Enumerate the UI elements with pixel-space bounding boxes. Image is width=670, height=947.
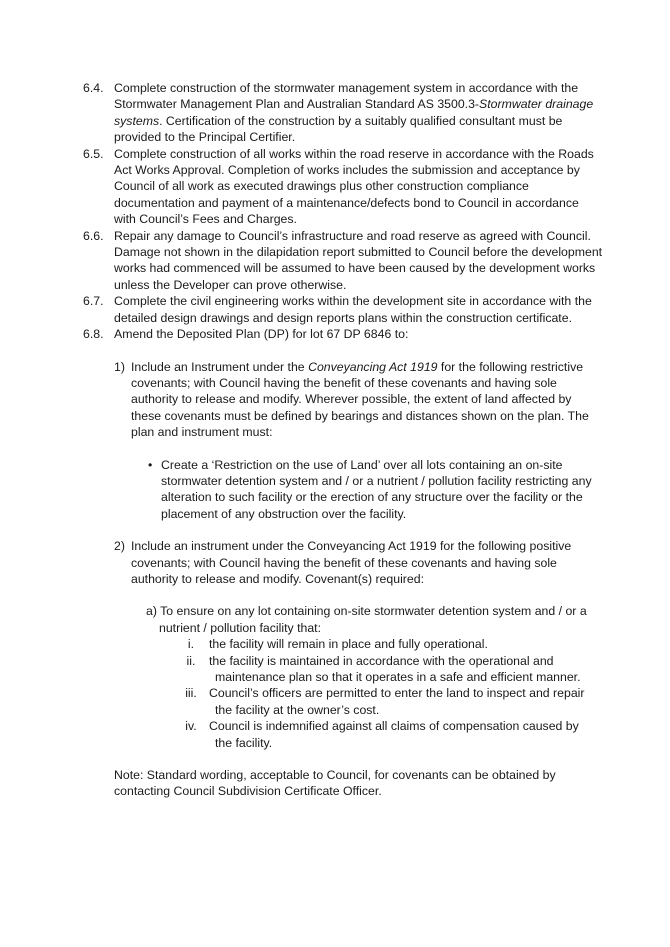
sublist-text <box>131 359 603 441</box>
sublist-text-part: for the following restrictive covenants; with Council having the benefit of these covenants and having sole authority to release and modify. Wherever possible, the extent of land affected by these covenants must be defined by bearings and distances shown on the plan. The plan and instrument must: <box>131 359 589 440</box>
roman-text-continuation: the facility. <box>215 735 273 750</box>
roman-marker: ii. <box>186 653 196 668</box>
bullet-icon: • <box>148 457 153 472</box>
condition-text: Complete the civil engineering works within the development site in accordance with the detailed design drawings and design reports plans within the construction certificate. <box>114 294 592 325</box>
bullet-item <box>148 457 603 523</box>
roman-text: the facility is maintained in accordance with the operational and <box>209 653 554 668</box>
alpha-item-a <box>131 603 603 751</box>
condition-text-part: . Certification of the construction by a suitably qualified consultant must be provided to the Principal Certifier. <box>114 113 563 145</box>
condition-number: 6.8. <box>83 327 104 342</box>
roman-marker: i. <box>187 637 195 652</box>
sublist-item-2 <box>114 538 603 751</box>
standard-title: Stormwater drainage systems <box>114 97 594 128</box>
condition-number: 6.6. <box>83 228 104 243</box>
condition-number: 6.7. <box>83 294 104 309</box>
roman-item-i <box>178 636 603 652</box>
condition-text <box>114 80 603 146</box>
roman-text-continuation: the facility at the owner’s cost. <box>215 702 380 717</box>
amendment-sublist <box>114 359 603 800</box>
sublist-item-1 <box>114 359 603 523</box>
roman-marker: iv. <box>185 719 197 734</box>
note-paragraph: Note: Standard wording, acceptable to Council, for covenants can be obtained by contacting Council Subdivision Certificate Officer. <box>114 768 556 799</box>
sublist-text-part: Include an Instrument under the <box>131 359 309 374</box>
condition-6-5 <box>83 146 603 228</box>
roman-list <box>178 636 603 751</box>
condition-6-4 <box>83 80 603 146</box>
condition-text: Amend the Deposited Plan (DP) for lot 67 DP 6846 to: <box>114 327 409 342</box>
roman-item-iv <box>178 718 603 751</box>
condition-text: Complete construction of all works within the road reserve in accordance with the Roads Act Works Approval. Completion of works includes the submission and acceptance by Council of all work as executed drawings plus other construction compliance documentation and payment of a maintenance/defects bond to Council in accordance with Council’s Fees and Charges. <box>114 146 594 227</box>
condition-text: Repair any damage to Council’s infrastructure and road reserve as agreed with Council. Damage not shown in the dilapidation report submitted to Council before the development works had commenced will be assumed to have been caused by the development works unless the Developer can prove otherwise. <box>114 228 603 292</box>
condition-6-7 <box>83 293 603 326</box>
condition-number: 6.4. <box>83 81 104 95</box>
sublist-text: Include an instrument under the Conveyancing Act 1919 for the following positive covenants; with Council having the benefit of these covenants and having sole authority to release and modify. Covenant(s) required: <box>131 539 572 586</box>
roman-text-continuation: maintenance plan so that it operates in a safe and efficient manner. <box>215 670 581 684</box>
conditions-list <box>83 80 603 800</box>
condition-6-8 <box>83 326 603 342</box>
roman-item-ii <box>178 653 603 686</box>
bullet-text: Create a ‘Restriction on the use of Land’ over all lots containing an on-site stormwater detention system and / or a nutrient / pollution facility restricting any alteration to such facility or the erection of any structure over the facility or the placement of any obstruction over the facility. <box>161 457 592 521</box>
act-title: Conveyancing Act 1919 <box>308 359 438 374</box>
roman-item-iii <box>178 685 603 718</box>
condition-text-part: Complete construction of the stormwater management system in accordance with the Stormwater Management Plan and Australian Standard AS 3500.3- <box>114 81 579 112</box>
condition-6-6 <box>83 228 603 294</box>
alpha-text-line: nutrient / pollution facility that: <box>159 620 321 635</box>
roman-text: Council’s officers are permitted to enter the land to inspect and repair <box>209 686 585 701</box>
condition-number: 6.5. <box>83 146 104 161</box>
roman-marker: iii. <box>185 686 197 701</box>
alpha-text-line: a) To ensure on any lot containing on-site stormwater detention system and / or a <box>146 604 587 619</box>
roman-text: Council is indemnified against all claims of compensation caused by <box>209 719 579 734</box>
roman-text: the facility will remain in place and fully operational. <box>209 637 488 652</box>
bullet-list <box>131 457 603 523</box>
sublist-marker: 1) <box>114 359 125 374</box>
sublist-marker: 2) <box>114 539 125 554</box>
